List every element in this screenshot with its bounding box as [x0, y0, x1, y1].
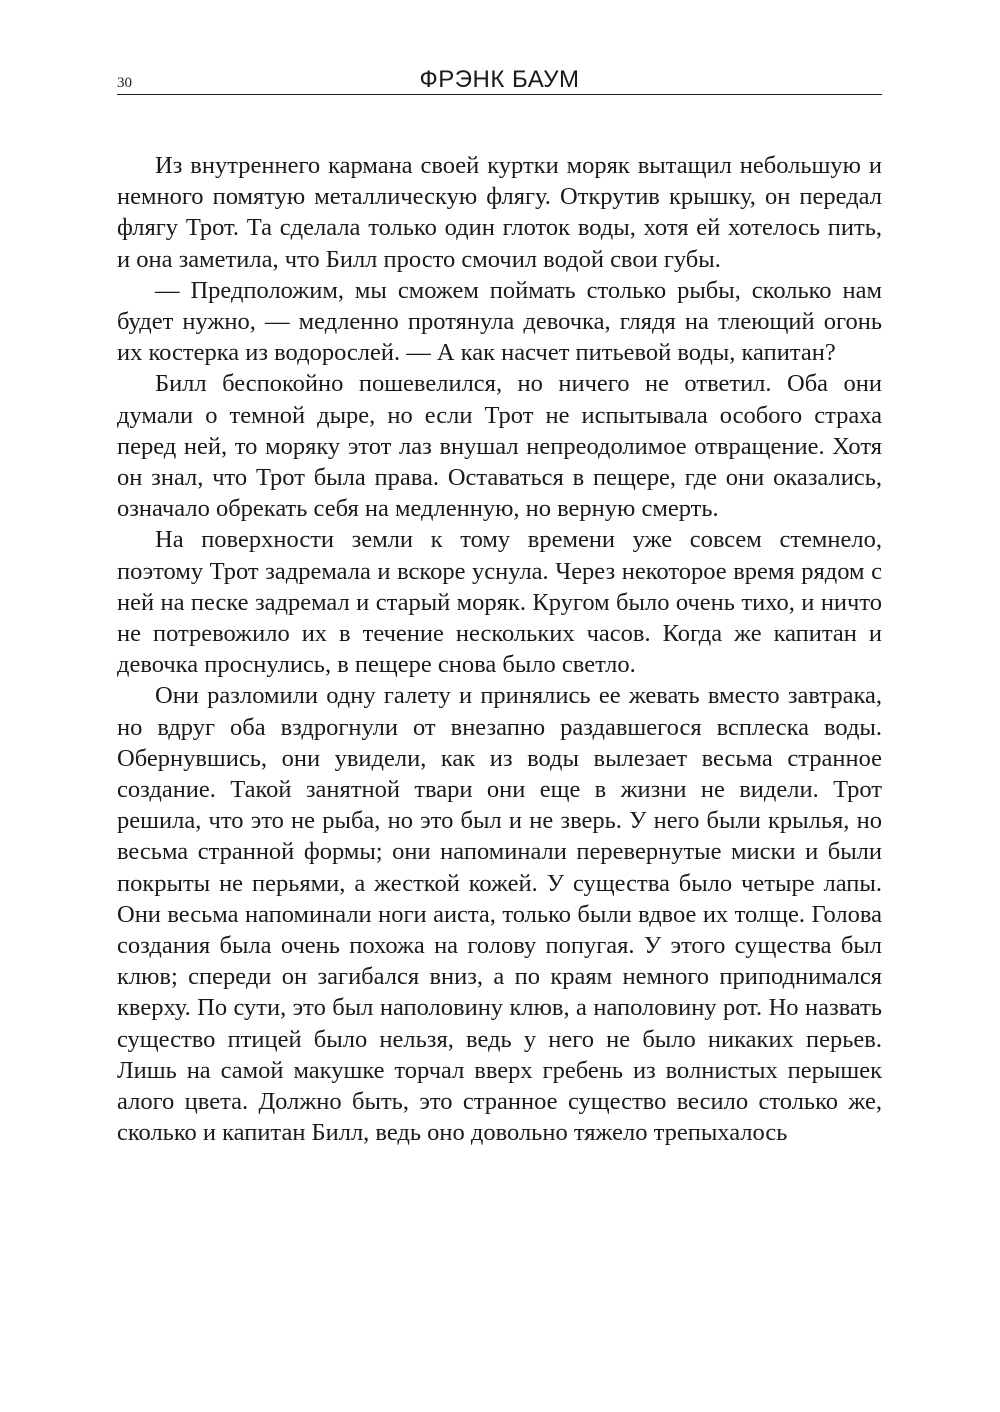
book-author-title: ФРЭНК БАУМ	[419, 66, 580, 93]
paragraph: Из внутреннего кармана своей куртки моряк вытащил небольшую и немного помятую металлическую флягу. Открутив крышку, он передал флягу Трот. Та сделала только один глоток воды, хотя ей хотелось пить, и она заметила, что Билл просто смочил водой свои губы.	[117, 152, 882, 273]
paragraph: — Предположим, мы сможем поймать столько рыбы, сколько нам будет нужно, — медленно протянула девочка, глядя на тлеющий огонь их костерка из водорослей. — А как насчет питьевой воды, капитан?	[117, 276, 882, 367]
body-text	[117, 150, 882, 1149]
page-number: 30	[117, 75, 132, 91]
paragraph: Они разломили одну галету и принялись ее жевать вместо завтрака, но вдруг оба вздрогнули от внезапно раздавшегося всплеска воды. Обернувшись, они увидели, как из воды вылезает весьма странное создание. Такой занятной твари они еще в жизни не видели. Трот решила, что это не рыба, но это был и не зверь. У него были крылья, но весьма странной формы; они напоминали перевернутые миски и были покрыты не перьями, а жесткой кожей. У существа было четыре лапы. Они весьма напоминали ноги аиста, только были вдвое их толще. Голова создания была очень похожа на голову попугая. У этого существа был клюв; спереди он загибался вниз, а по краям немного приподнимался кверху. По сути, это был наполовину клюв, а наполовину рот. Но назвать существо птицей было нельзя, ведь у него не было никаких перьев. Лишь на самой макушке торчал вверх гребень из волнистых перышек алого цвета. Должно быть, это странное существо весило столько же, сколько и капитан Билл, ведь оно довольно тяжело трепыхалось	[117, 682, 882, 1147]
paragraph: Билл беспокойно пошевелился, но ничего не ответил. Оба они думали о темной дыре, но если Трот не испытывала особого страха перед ней, то моряку этот лаз внушал непреодолимое отвращение. Хотя он знал, что Трот была права. Оставаться в пещере, где они оказались, означало обрекать себя на медленную, но верную смерть.	[117, 370, 882, 523]
running-head	[117, 62, 882, 95]
paragraph: На поверхности земли к тому времени уже совсем стемнело, поэтому Трот задремала и вскоре уснула. Через некоторое время рядом с ней на песке задремал и старый моряк. Кругом было очень тихо, и ничто не потревожило их в течение нескольких часов. Когда же капитан и девочка проснулись, в пещере снова было светло.	[117, 526, 882, 679]
